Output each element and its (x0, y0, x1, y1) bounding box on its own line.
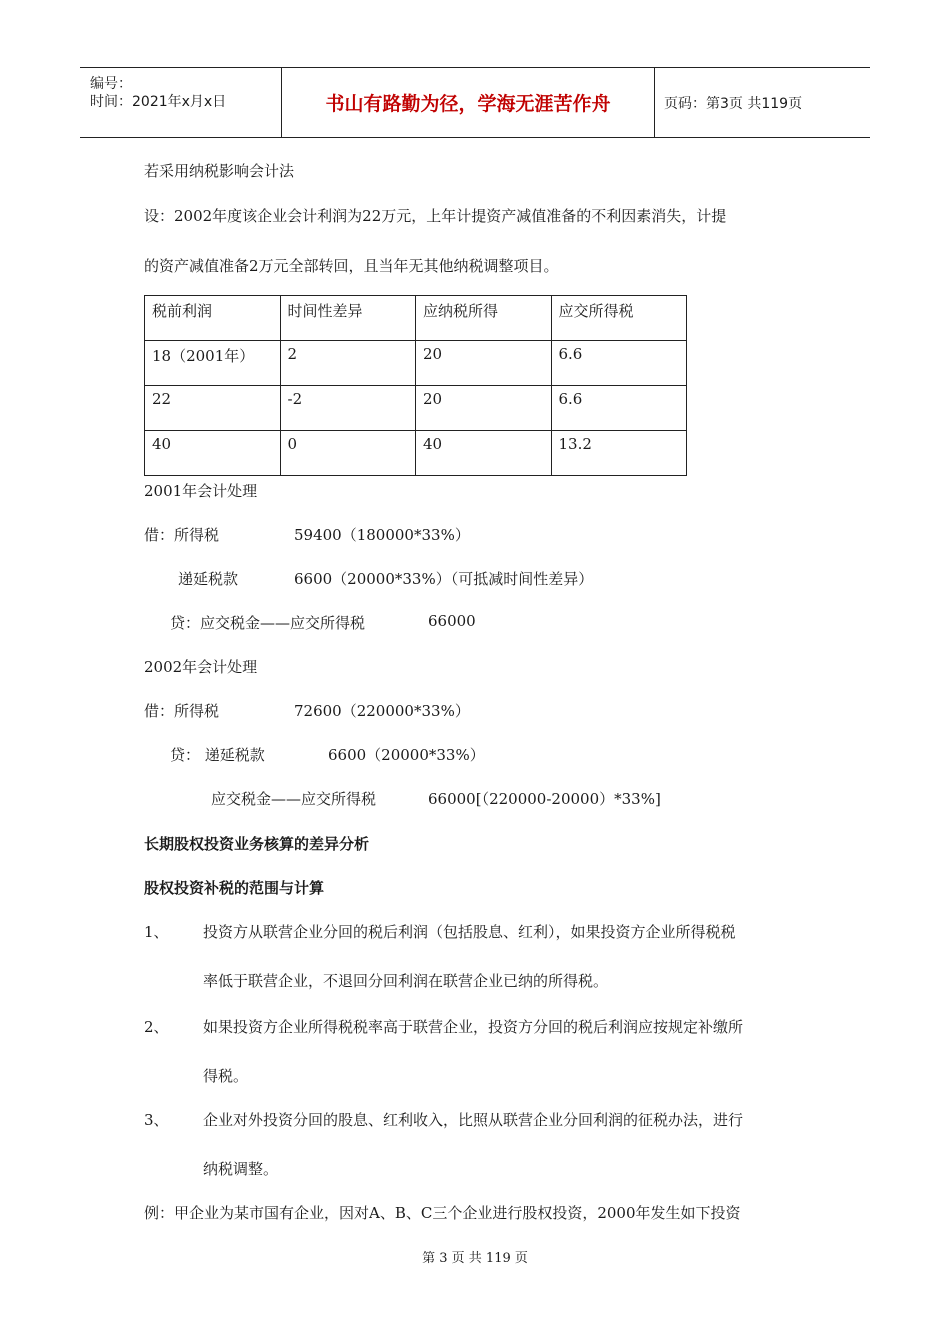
entry-2001-credit-label: 贷：应交税金——应交所得税 (170, 614, 366, 632)
entry-2001-credit-value: 66000 (428, 612, 476, 630)
table-cell: 22 (145, 386, 281, 431)
table-cell: 2 (280, 341, 416, 386)
table-cell: 18（2001年） (145, 341, 281, 386)
entry-2002-credit1-value: 6600（20000*33%） (328, 746, 485, 764)
example-text: 例：甲企业为某市国有企业，因对A、B、C三个企业进行股权投资，2000年发生如下投资 (144, 1204, 741, 1222)
entry-2002-credit2-value: 66000[（220000-20000）*33%] (428, 790, 661, 808)
table-header-cell: 税前利润 (145, 296, 281, 341)
table-cell: 40 (145, 431, 281, 476)
header-meta-cell (80, 68, 282, 137)
entry-2001-debit-label: 借：所得税 (144, 526, 220, 544)
entry-2001-deferred-value: 6600（20000*33%）（可抵减时间性差异） (294, 570, 594, 588)
list-item-line: 率低于联营企业，不退回分回利润在联营企业已纳的所得税。 (203, 972, 609, 990)
table-row (145, 431, 687, 476)
assumption-line-2: 的资产减值准备2万元全部转回，且当年无其他纳税调整项目。 (144, 257, 559, 275)
table-cell: 6.6 (551, 341, 687, 386)
table-cell: 20 (416, 341, 552, 386)
table-cell: 0 (280, 431, 416, 476)
section-heading: 股权投资补税的范围与计算 (144, 879, 325, 897)
table-header-cell: 时间性差异 (280, 296, 416, 341)
list-item-line: 投资方从联营企业分回的税后利润（包括股息、红利），如果投资方企业所得税税 (203, 923, 736, 941)
tax-table (144, 295, 687, 476)
entry-2002-credit2-label: 应交税金——应交所得税 (211, 790, 377, 808)
table-row (145, 386, 687, 431)
intro-text: 若采用纳税影响会计法 (144, 162, 295, 180)
table-cell: -2 (280, 386, 416, 431)
table-header-cell: 应纳税所得 (416, 296, 552, 341)
table-row (145, 341, 687, 386)
list-item-line: 得税。 (203, 1067, 249, 1085)
entry-2002-credit1-label: 贷： 递延税款 (170, 746, 265, 764)
list-item-line: 企业对外投资分回的股息、红利收入，比照从联营企业分回利润的征税办法，进行 (203, 1111, 744, 1129)
list-item-number: 1、 (144, 923, 169, 941)
header-page-info: 页码：第3页 共119页 (664, 95, 803, 112)
entry-2002-debit-value: 72600（220000*33%） (294, 702, 470, 720)
table-cell: 40 (416, 431, 552, 476)
entry-2002-debit-label: 借：所得税 (144, 702, 220, 720)
table-cell: 13.2 (551, 431, 687, 476)
table-cell: 6.6 (551, 386, 687, 431)
page-header (80, 67, 870, 138)
table-cell: 20 (416, 386, 552, 431)
page-footer: 第 3 页 共 119 页 (422, 1251, 528, 1266)
section-heading: 长期股权投资业务核算的差异分析 (144, 835, 370, 853)
doc-date: 时间：2021年x月x日 (90, 94, 227, 110)
list-item-number: 3、 (144, 1111, 169, 1129)
header-motto: 书山有路勤为径，学海无涯苦作舟 (282, 68, 655, 137)
entry-2001-debit-value: 59400（180000*33%） (294, 526, 470, 544)
entry-2001-deferred-label: 递延税款 (178, 570, 239, 588)
list-item-number: 2、 (144, 1018, 169, 1036)
list-item-line: 纳税调整。 (203, 1160, 279, 1178)
section-2001-title: 2001年会计处理 (144, 482, 258, 500)
table-header-row (145, 296, 687, 341)
assumption-line-1: 设：2002年度该企业会计利润为22万元，上年计提资产减值准备的不利因素消失，计提 (144, 207, 727, 225)
doc-number-label: 编号： (90, 76, 132, 92)
list-item-line: 如果投资方企业所得税税率高于联营企业，投资方分回的税后利润应按规定补缴所 (203, 1018, 744, 1036)
table-header-cell: 应交所得税 (551, 296, 687, 341)
section-2002-title: 2002年会计处理 (144, 658, 258, 676)
